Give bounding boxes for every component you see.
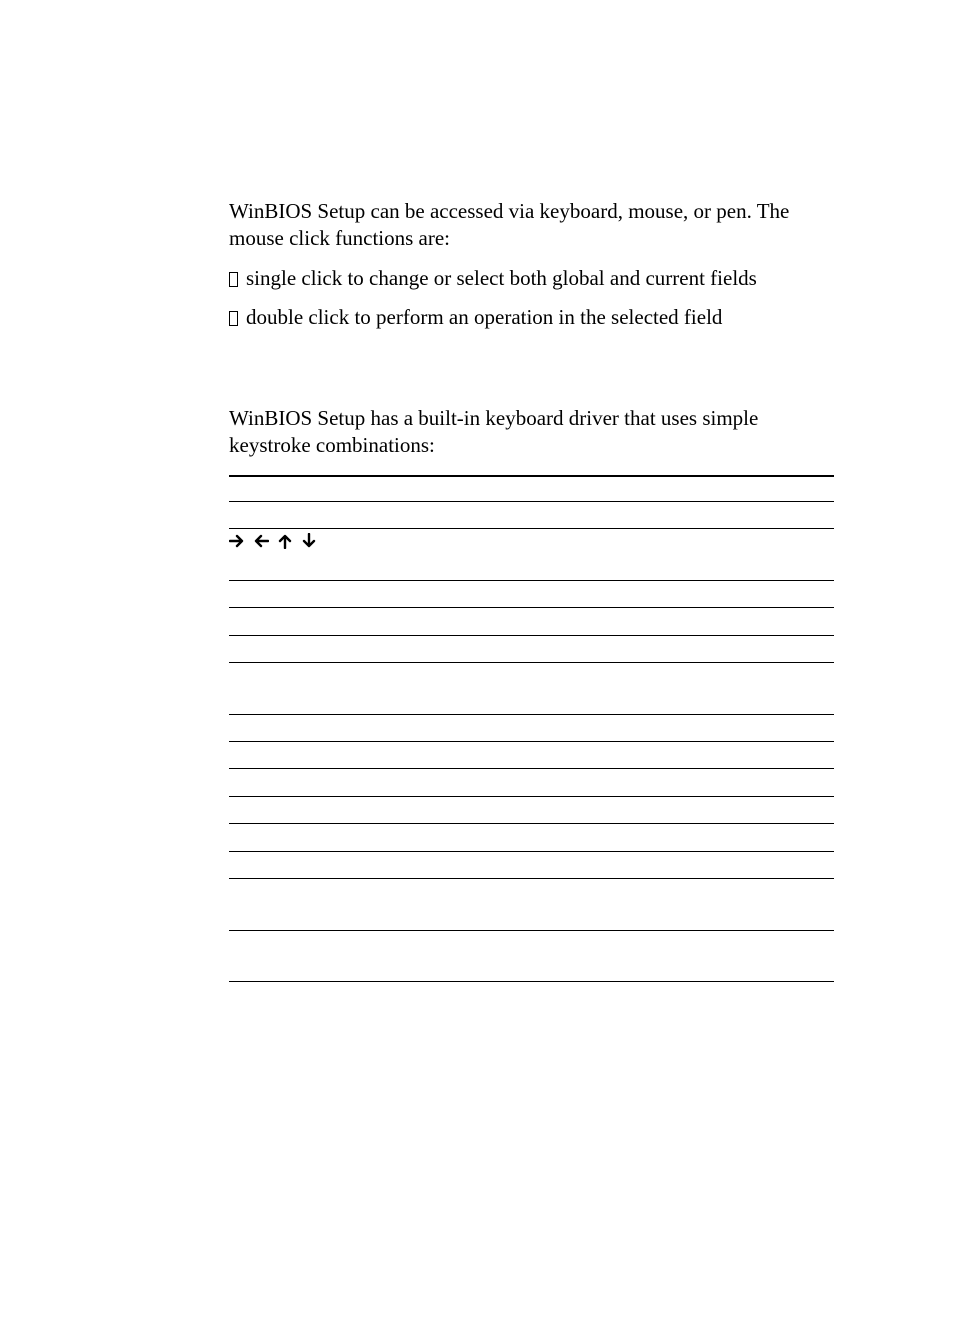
table-row-divider — [229, 930, 834, 931]
table-row-divider — [229, 714, 834, 715]
table-row-divider — [229, 741, 834, 742]
table-row-divider — [229, 768, 834, 769]
table-row-divider — [229, 823, 834, 824]
mouse-intro-paragraph: WinBIOS Setup can be accessed via keyboard, mouse, or pen. The mouse click functions are: — [229, 199, 790, 250]
bullet-text: single click to change or select both global and current fields — [246, 266, 757, 290]
table-row-divider — [229, 580, 834, 581]
box-bullet-icon — [229, 272, 238, 287]
bullet-item-single-click — [229, 265, 839, 292]
box-bullet-icon — [229, 311, 238, 326]
table-row-divider — [229, 878, 834, 879]
table-row-divider — [229, 662, 834, 663]
bullet-text: double click to perform an operation in the selected field — [246, 305, 723, 329]
right-arrow-icon — [229, 533, 245, 549]
table-row-divider — [229, 851, 834, 852]
table-top-rule — [229, 475, 834, 477]
arrow-keys-cell — [229, 533, 317, 549]
up-arrow-icon — [277, 533, 293, 549]
table-row-divider — [229, 607, 834, 608]
table-row-divider — [229, 528, 834, 529]
down-arrow-icon — [301, 533, 317, 549]
keyboard-intro-paragraph: WinBIOS Setup has a built-in keyboard driver that uses simple keystroke combinations: — [229, 406, 759, 457]
table-row-divider — [229, 796, 834, 797]
table-row-divider — [229, 501, 834, 502]
table-row-divider — [229, 635, 834, 636]
table-bottom-rule — [229, 981, 834, 982]
bullet-item-double-click — [229, 304, 839, 331]
left-arrow-icon — [253, 533, 269, 549]
